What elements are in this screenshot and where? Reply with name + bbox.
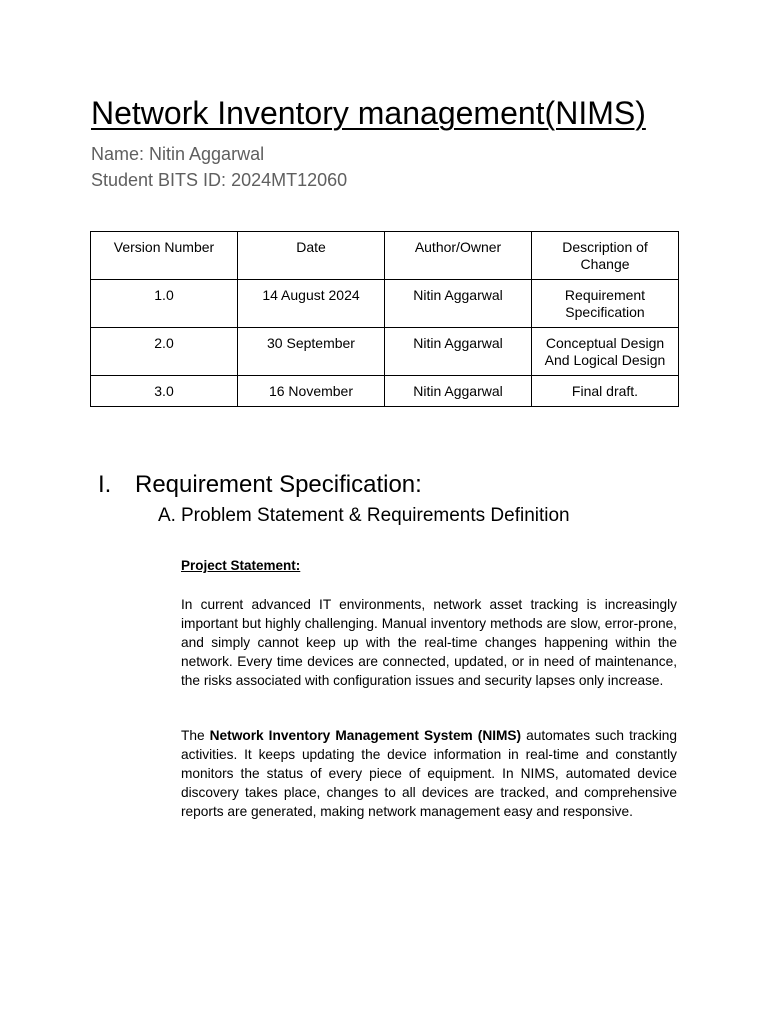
header-description: Description of Change bbox=[532, 232, 679, 280]
nims-paragraph-prefix: The bbox=[181, 728, 205, 743]
cell-author: Nitin Aggarwal bbox=[385, 328, 532, 376]
header-date: Date bbox=[238, 232, 385, 280]
cell-description: Requirement Specification bbox=[532, 280, 679, 328]
nims-paragraph-body: automates such tracking activities. It keeps updating the device information in real-time and constantly monitors the status of every piece of equipment. In NIMS, automated device discovery takes place, changes to all devices are tracked, and comprehensive reports are generated, making network management easy and responsive. bbox=[181, 728, 677, 819]
table-row bbox=[91, 328, 679, 376]
author-name: Name: Nitin Aggarwal bbox=[91, 144, 265, 164]
problem-paragraph: In current advanced IT environments, network asset tracking is increasingly important but highly challenging. Manual inventory methods are slow, error-prone, and simply cannot keep up with the real-time changes happening within the network. Every time devices are connected, updated, or in need of maintenance, the risks associated with configuration issues and security lapses only increase. bbox=[181, 597, 677, 688]
header-author-owner: Author/Owner bbox=[385, 232, 532, 280]
table-header-row bbox=[91, 232, 679, 280]
cell-date: 14 August 2024 bbox=[238, 280, 385, 328]
cell-date: 30 September bbox=[238, 328, 385, 376]
cell-author: Nitin Aggarwal bbox=[385, 376, 532, 407]
nims-paragraph bbox=[181, 726, 677, 821]
cell-author: Nitin Aggarwal bbox=[385, 280, 532, 328]
table-row bbox=[91, 280, 679, 328]
section-heading: Requirement Specification: bbox=[135, 471, 422, 498]
section-number: I. bbox=[98, 471, 112, 498]
student-id: Student BITS ID: 2024MT12060 bbox=[91, 170, 348, 190]
header-version-number: Version Number bbox=[91, 232, 238, 280]
document-title: Network Inventory management(NIMS) bbox=[91, 95, 646, 131]
cell-version: 2.0 bbox=[91, 328, 238, 376]
cell-version: 1.0 bbox=[91, 280, 238, 328]
version-history-table bbox=[90, 231, 679, 407]
cell-version: 3.0 bbox=[91, 376, 238, 407]
project-statement-heading: Project Statement: bbox=[181, 558, 301, 573]
subsection-number: A. bbox=[158, 505, 176, 526]
cell-date: 16 November bbox=[238, 376, 385, 407]
cell-description: Conceptual Design And Logical Design bbox=[532, 328, 679, 376]
cell-description: Final draft. bbox=[532, 376, 679, 407]
nims-system-name: Network Inventory Management System (NIMS) bbox=[209, 728, 522, 743]
table-row bbox=[91, 376, 679, 407]
subsection-heading: Problem Statement & Requirements Definition bbox=[181, 505, 570, 526]
